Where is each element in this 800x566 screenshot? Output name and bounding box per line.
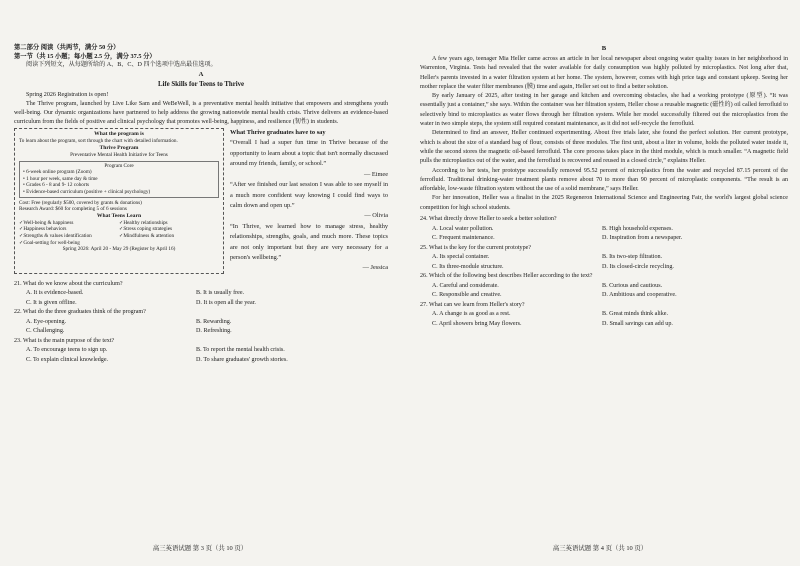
option[interactable]: A. It is evidence-based.: [26, 290, 84, 297]
question-21: 21. What do we know about the curriculum?: [14, 280, 123, 287]
page-footer-4: 高三英语试题 第 4 页（共 10 页）: [552, 545, 648, 552]
graduate-quotes: [230, 128, 388, 273]
learn-item: ✓Well-being & happiness: [19, 219, 74, 226]
quote-olivia: “After we finished our last session I was able to see myself in a much more confident way knowing I could find ways to calm down and open up.”: [230, 181, 388, 209]
paragraph: By early January of 2025, after testing in her garage and kitchen and overcoming obstacles, she had a working prototype (原型). “It was essentially just a container,” she says. Within the container was her filtration system, Heller chose a reusable magnetic (磁性的) oil called ferrofluid to selectively bind to microplastics as water flows through her filtration system. While her model successfully filtered out the microplastics from the water in two simple steps, the system still required constant maintenance, as it did not self-recycle the ferrofluid.: [420, 93, 788, 128]
section-subheader: 第一节（共 15 小题；每小题 2.5 分，满分 37.5 分）: [14, 52, 156, 60]
author-eimee: — Eimee: [364, 170, 388, 178]
author-jessica: — Jessica: [362, 264, 388, 272]
program-core-heading: Program Core: [104, 162, 134, 169]
option[interactable]: A. A change is as good as a rest.: [432, 311, 511, 318]
option[interactable]: C. April showers bring May flowers.: [432, 320, 522, 327]
dates-line: Spring 2026: April 20 - May 29 (Register by April 16): [62, 246, 176, 253]
option[interactable]: D. Its closed-circle recycling.: [602, 263, 674, 270]
option[interactable]: A. Eye-opening.: [26, 318, 67, 325]
learn-item: ✓Happiness behaviors: [19, 226, 67, 233]
option[interactable]: D. Ambitious and cooperative.: [602, 292, 677, 299]
passage-title: Life Skills for Teens to Thrive: [157, 81, 245, 89]
learn-item: ✓Stress coping strategies: [119, 226, 173, 233]
option[interactable]: D. It is open all the year.: [196, 299, 256, 306]
core-item: • Evidence-based curriculum (positive + clinical psychology): [23, 189, 151, 196]
option[interactable]: A. Careful and considerate.: [432, 282, 499, 289]
option[interactable]: D. Refreshing.: [196, 328, 232, 335]
program-chart: [14, 128, 224, 273]
learn-list: [19, 220, 219, 246]
option[interactable]: B. High household expenses.: [602, 225, 673, 232]
questions-b: [420, 215, 788, 329]
box-heading-what: What the program is: [94, 131, 144, 138]
option[interactable]: A. Its special container.: [432, 254, 490, 261]
right-page: [400, 0, 800, 566]
option[interactable]: D. Inspiration from a newspaper.: [602, 235, 683, 242]
cost-line: Cost: Free (regularly $500, covered by grants & donations): [19, 199, 142, 206]
option[interactable]: B. Its two-step filtration.: [602, 254, 663, 261]
option[interactable]: C. To explain clinical knowledge.: [26, 356, 109, 363]
intro-paragraph: The Thrive program, launched by Live Like Sam and WeBeWell, is a preventative mental health initiative that empowers and strengthens youth well-being. Our dynamic organizations have partnered to help address the growing nationwide mental health crisis. Thrive delivers an evidence-based curriculum from the fields of positive and clinical psychology that promotes well-being, happiness, and resilience (韧性) in students.: [14, 101, 388, 126]
learn-item: ✓Healthy relationships: [119, 219, 168, 226]
box-heading-program: Thrive Program: [99, 145, 139, 152]
option[interactable]: D. To share graduates' growth stories.: [196, 356, 288, 363]
option[interactable]: B. To report the mental health crisis.: [196, 347, 285, 354]
option[interactable]: A. To encourage teens to sign up.: [26, 347, 108, 354]
learn-item: ✓Strengths & values identification: [19, 233, 92, 239]
box-subtext: To learn about the program, sort through the chart with detailed information.: [19, 138, 178, 145]
option[interactable]: C. Its three-module structure.: [432, 263, 504, 270]
option[interactable]: B. Great minds think alike.: [602, 311, 669, 318]
author-olivia: — Olivia: [364, 212, 388, 220]
paragraph: According to her tests, her prototype successfully removed 95.52 percent of microplastics from the water and recycled 87.15 percent of the ferrofluid. Traditional drinking-water treatment plants remove about 70 to more than 90 percent of microplastic components. “The result is an affordable, low-waste filtration system without the use of a solid membrane,” says Heller.: [420, 167, 788, 193]
option[interactable]: C. It is given offline.: [26, 299, 77, 306]
learn-item: ✓Goal-setting for well-being: [19, 239, 80, 246]
graduates-heading: What Thrive graduates have to say: [230, 129, 326, 137]
quote-eimee: “Overall I had a super fun time in Thrive because of the opportunity to learn about a topic that isn't normally discussed around my friends, family, or school.”: [230, 139, 388, 168]
program-core-box: [19, 161, 219, 198]
question-27: 27. What can we learn from Heller's story?: [420, 301, 525, 308]
option[interactable]: B. Rewarding.: [196, 318, 232, 325]
award-line: Research Award: $60 for completing 5 of 6 sessions: [19, 206, 127, 213]
core-item: • 6-week online program (Zoom): [23, 169, 92, 176]
registration-line: Spring 2026 Registration is open!: [26, 92, 109, 99]
quote-jessica: “In Thrive, we learned how to manage stress, healthy relationships, strengths, goals, and much more. These topics are not only important but they are very necessary for a person's wellbeing.”: [230, 222, 388, 261]
core-item: • Grades 6 - 8 and 9- 12 cohorts: [23, 182, 90, 189]
box-subtitle: Preventative Mental Health Initiative for Teens: [70, 152, 168, 159]
section-header: 第二部分 阅读（共两节，满分 50 分）: [14, 44, 120, 51]
paragraph: A few years ago, teenager Mia Heller came across an article in her local newspaper about ongoing water quality issues in her neighborhood in Warrenton, Virginia. Tests had revealed that the water available for daily consumption was highly polluted by microplastics. Not long after that, Heller's parents invested in a water filtration system at her home. The system, however, comes with high price tags and constant upkeep. Seeing her mother replace the water filter membranes (膜) time and again, Heller set out to find a better solution.: [420, 56, 788, 90]
learn-item: ✓Mindfulness & attention: [119, 233, 175, 239]
question-22: 22. What do the three graduates think of the program?: [14, 309, 146, 316]
question-23: 23. What is the main purpose of the text?: [14, 337, 115, 344]
question-24: 24. What directly drove Heller to seek a better solution?: [420, 216, 557, 223]
option[interactable]: C. Challenging.: [26, 328, 65, 335]
option[interactable]: C. Responsible and creative.: [432, 292, 502, 299]
option[interactable]: A. Local water pollution.: [432, 225, 494, 232]
option[interactable]: D. Small savings can add up.: [602, 320, 673, 327]
paragraph: Determined to find an answer, Heller continued experimenting. About five trials later, she found the perfect solution. Her current prototype, which is about the size of a standard bag of flour, consists of three modules. The first unit, about a liter in volume, holds the polluted water inside it, while the second stores the magnetic oil-based ferrofluid. The core process takes place in the third module, which is much smaller. “A magnetic field pulls the microplastics out of the water, and the ferrofluid is recovered and reused in a closed circle,” explains Heller.: [420, 130, 788, 165]
question-26: 26. Which of the following best describes Heller according to the text?: [420, 273, 593, 280]
question-25: 25. What is the key for the current prototype?: [420, 244, 532, 251]
questions-a: [14, 280, 388, 366]
option[interactable]: B. It is usually free.: [196, 290, 245, 297]
page-footer-3: 高三英语试题 第 3 页（共 10 页）: [152, 545, 248, 552]
passage-letter-a: A: [198, 71, 204, 79]
learn-heading: What Teens Learn: [96, 212, 142, 219]
passage-letter-b: B: [601, 45, 607, 52]
option[interactable]: C. Frequent maintenance.: [432, 235, 495, 242]
program-section: [14, 128, 388, 273]
instructions: 阅读下列短文，从每题所给的 A、B、C、D 四个选项中选出最佳选项。: [26, 62, 217, 68]
core-item: • 1 hour per week, same day & time: [23, 175, 98, 182]
paragraph: For her innovation, Heller was a finalist in the 2025 Regeneron International Science and Engineering Fair, the world's largest global science competition for high school students.: [420, 195, 788, 211]
option[interactable]: B. Curious and cautious.: [602, 282, 663, 289]
